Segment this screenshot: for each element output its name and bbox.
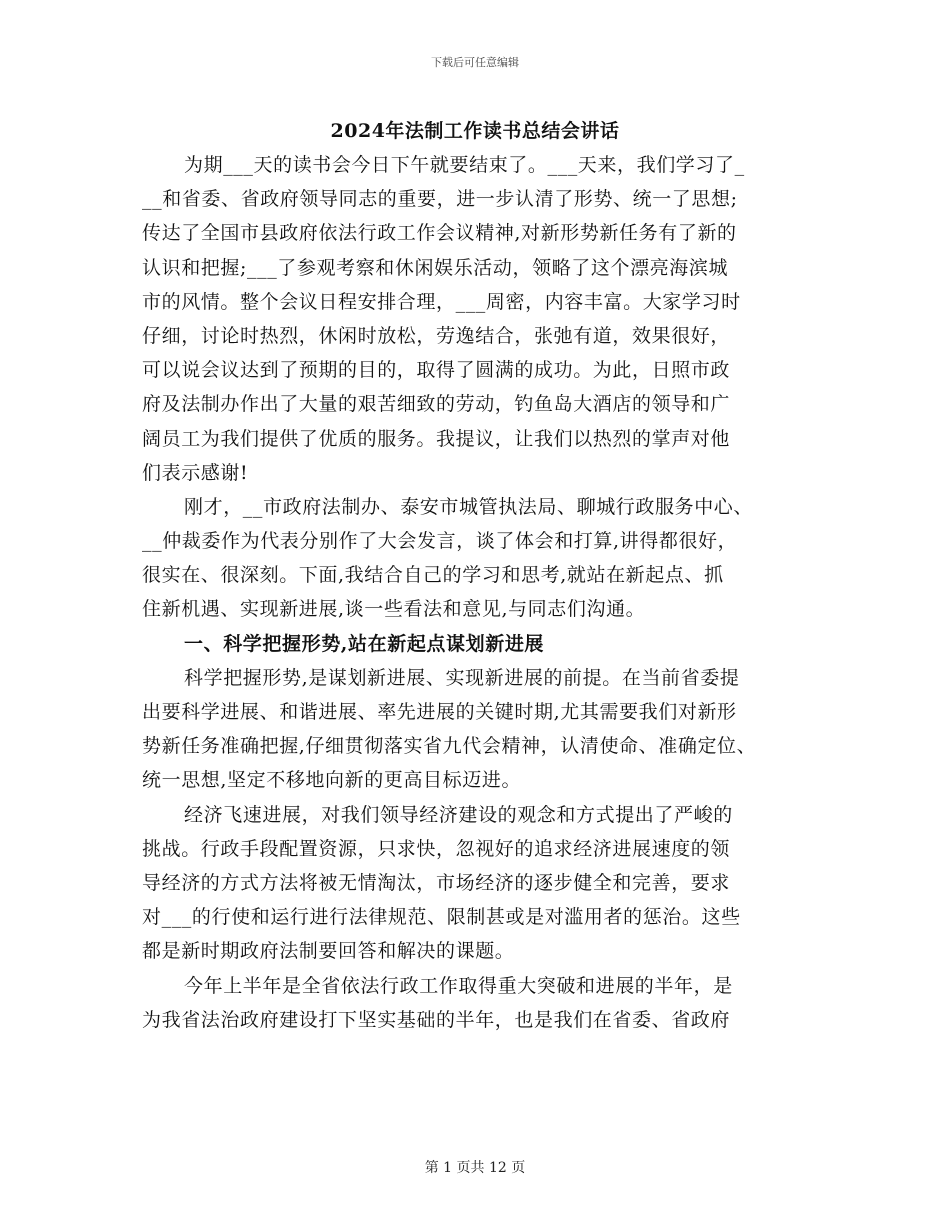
paragraph-line: 住新机遇、实现新进展,谈一些看法和意见,与同志们沟通。 [142,598,646,621]
paragraph-line: 阔员工为我们提供了优质的服务。我提议，让我们以热烈的掌声对他 [142,427,731,450]
paragraph-line: 很实在、很深刻。下面,我结合自己的学习和思考,就站在新起点、抓 [142,564,724,587]
header-note: 下载后可任意编辑 [431,56,519,69]
paragraph-line: 府及法制办作出了大量的艰苦细致的劳动，钓鱼岛大酒店的领导和广 [142,393,731,416]
paragraph-line: 统一思想,坚定不移地向新的更高目标迈进。 [142,769,522,792]
section-heading: 一、科学把握形势,站在新起点谋划新进展 [184,632,545,655]
paragraph-line: 们表示感谢! [142,461,249,484]
paragraph-line: 仔细，讨论时热烈，休闲时放松，劳逸结合，张弛有道，效果很好， [142,324,731,347]
paragraph-line: __仲裁委作为代表分别作了大会发言，谈了体会和打算,讲得都很好， [142,530,738,553]
paragraph-line: 对___的行使和运行进行法律规范、限制甚或是对滥用者的惩治。这些 [142,906,741,929]
paragraph-line: __和省委、省政府领导同志的重要，进一步认清了形势、统一了思想; [142,188,738,211]
paragraph-line: 市的风情。整个会议日程安排合理，___周密，内容丰富。大家学习时 [142,290,741,313]
document-body [142,148,814,1037]
paragraph-line: 为我省法治政府建设打下坚实基础的半年，也是我们在省委、省政府 [142,1008,731,1031]
paragraph-line: 出要科学进展、和谐进展、率先进展的关键时期,尤其需要我们对新形 [142,701,737,723]
paragraph-line: 导经济的方式方法将被无情淘汰，市场经济的逐步健全和完善，要求 [142,871,731,894]
paragraph-line: 刚才，__市政府法制办、泰安市城管执法局、聊城行政服务中心、 [184,495,754,518]
paragraph-line: 势新任务准确把握,仔细贯彻落实省九代会精神，认清使命、准确定位、 [142,735,757,758]
paragraph-line: 为期___天的读书会今日下午就要结束了。___天来，我们学习了_ [184,154,745,176]
paragraph-line: 科学把握形势,是谋划新进展、实现新进展的前提。在当前省委提 [184,666,740,689]
paragraph-line: 都是新时期政府法制要回答和解决的课题。 [142,940,515,963]
document-title: 2024年法制工作读书总结会讲话 [330,120,620,142]
paragraph-line: 经济飞速进展，对我们领导经济建设的观念和方式提出了严峻的 [184,803,733,826]
paragraph-line: 传达了全国市县政府依法行政工作会议精神,对新形势新任务有了新的 [142,222,737,245]
paragraph-line: 认识和把握;___了参观考察和休闲娱乐活动，领略了这个漂亮海滨城 [142,256,729,279]
paragraph-line: 今年上半年是全省依法行政工作取得重大突破和进展的半年，是 [184,974,733,997]
paragraph-line: 可以说会议达到了预期的目的，取得了圆满的成功。为此，日照市政 [142,359,731,382]
page-number: 第 1 页共 12 页 [424,1160,526,1176]
paragraph-line: 挑战。行政手段配置资源，只求快，忽视好的追求经济进展速度的领 [142,837,731,860]
